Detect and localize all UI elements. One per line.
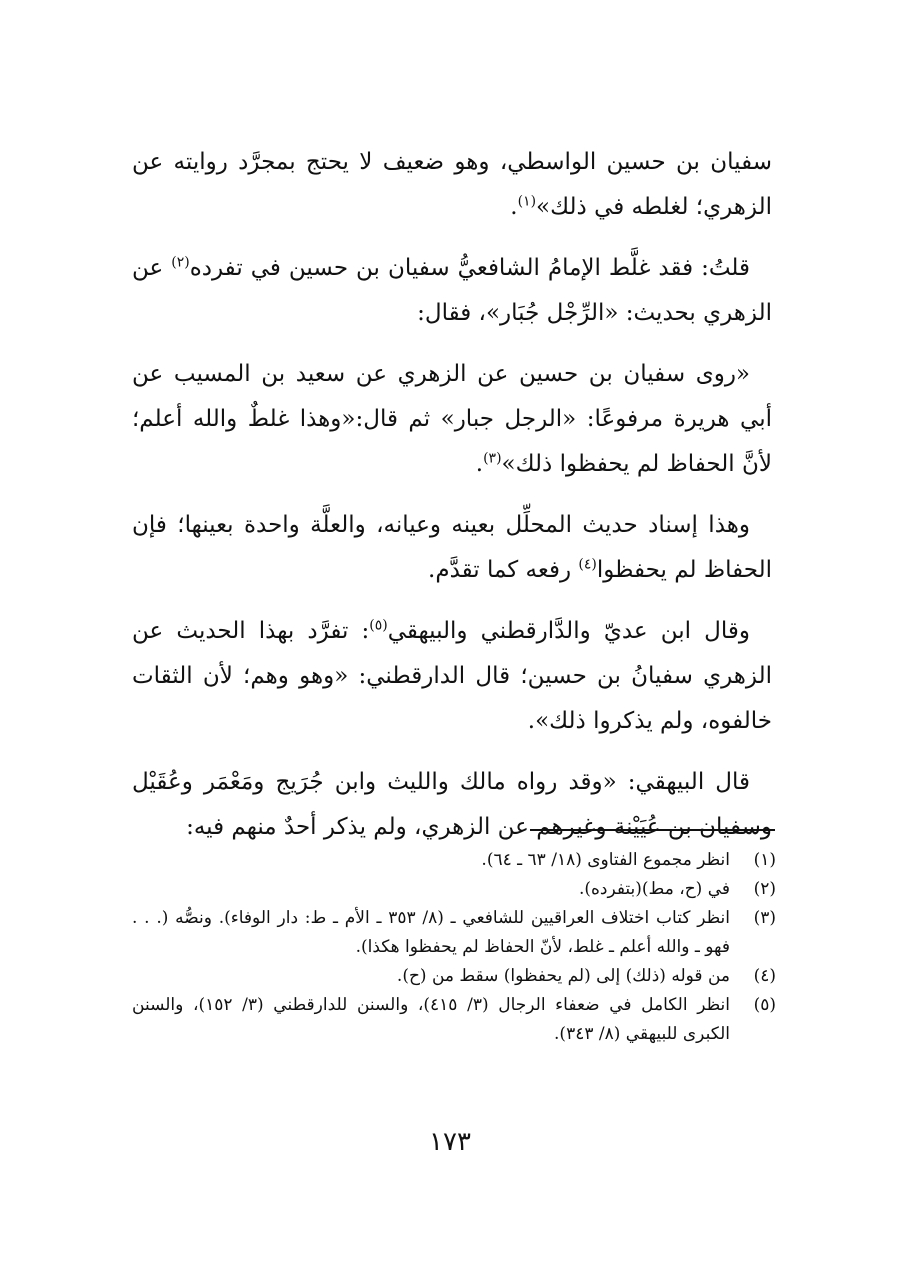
- footnote-text: انظر مجموع الفتاوى (١٨/ ٦٣ ـ ٦٤).: [481, 850, 730, 870]
- footnote-text: في (ح، مط)(بتفرده).: [578, 879, 730, 899]
- footnote-number: (٤): [753, 966, 776, 986]
- paragraph-2-text: قلتُ: فقد غلَّط الإمامُ الشافعيُّ سفيان بن حسين في تفرده: [189, 255, 751, 281]
- paragraph-2: [132, 246, 772, 336]
- footnote-ref-4: (٤): [578, 556, 597, 573]
- paragraph-6: [132, 760, 772, 850]
- footnote-item: [132, 904, 776, 962]
- footnote-separator: [530, 829, 775, 831]
- footnote-number: (٣): [753, 908, 776, 928]
- footnote-item: [132, 962, 776, 991]
- paragraph-1: [132, 140, 772, 230]
- page-number: ١٧٣: [429, 1127, 471, 1157]
- footnote-text: انظر كتاب اختلاف العراقيين للشافعي ـ (٨/ ٣٥٣ ـ الأم ـ ط: دار الوفاء). ونصُّه (. . . فهو ـ والله أعلم ـ غلط، لأنّ الحفاظ لم يحفظوا هكذا).: [132, 908, 730, 957]
- paragraph-4: [132, 503, 772, 593]
- paragraph-5-end: : تفرَّد بهذا الحديث عن الزهري سفيانُ بن حسين؛ قال الدارقطني: «وهو وهم؛ لأن الثقات خالفوه، ولم يذكروا ذلك».: [132, 618, 772, 734]
- paragraph-4-end: رفعه كما تقدَّم.: [428, 557, 579, 583]
- footnote-number: (١): [753, 850, 776, 870]
- footnote-ref-5: (٥): [369, 617, 388, 634]
- paragraph-1-end: .: [510, 194, 518, 220]
- footnote-text: من قوله (ذلك) إلى (لم يحفظوا) سقط من (ح).: [396, 966, 730, 986]
- footnote-number: (٢): [753, 879, 776, 899]
- footnote-item: [132, 846, 776, 875]
- footnotes: [132, 846, 776, 1049]
- paragraph-6-text: قال البيهقي: «وقد رواه مالك والليث وابن جُرَيج ومَعْمَر وعُقَيْل وسفيان بن عُيَيْنة وغيرهم عن الزهري، ولم يذكر أحدٌ منهم فيه:: [132, 769, 772, 840]
- main-text: [132, 140, 772, 866]
- footnote-item: [132, 991, 776, 1049]
- paragraph-5: [132, 609, 772, 744]
- footnote-text: انظر الكامل في ضعفاء الرجال (٣/ ٤١٥)، والسنن للدارقطني (٣/ ١٥٢)، والسنن الكبرى للبيهقي (٨/ ٣٤٣).: [132, 995, 730, 1044]
- paragraph-2-end: عن الزهري بحديث: «الرِّجْل جُبَار»، فقال:: [132, 255, 772, 326]
- paragraph-3-text: «روى سفيان بن حسين عن الزهري عن سعيد بن المسيب عن أبي هريرة مرفوعًا: «الرجل جبار» ثم قال:«وهذا غلطٌ والله أعلم؛ لأنَّ الحفاظ لم يحفظوا ذلك»: [132, 361, 772, 477]
- paragraph-1-text: سفيان بن حسين الواسطي، وهو ضعيف لا يحتج بمجرَّد روايته عن الزهري؛ لغلطه في ذلك»: [132, 149, 772, 220]
- footnote-item: [132, 875, 776, 904]
- footnote-number: (٥): [753, 995, 776, 1015]
- paragraph-5-text: وقال ابن عديّ والدَّارقطني والبيهقي: [387, 618, 750, 644]
- paragraph-4-text: وهذا إسناد حديث المحلِّل بعينه وعيانه، والعلَّة واحدة بعينها؛ فإن الحفاظ لم يحفظوا: [132, 512, 772, 583]
- paragraph-3-end: .: [475, 451, 484, 477]
- footnote-ref-1: (١): [517, 193, 537, 210]
- paragraph-3: [132, 352, 772, 487]
- footnote-ref-3: (٣): [483, 450, 502, 467]
- footnote-ref-2: (٢): [171, 254, 190, 271]
